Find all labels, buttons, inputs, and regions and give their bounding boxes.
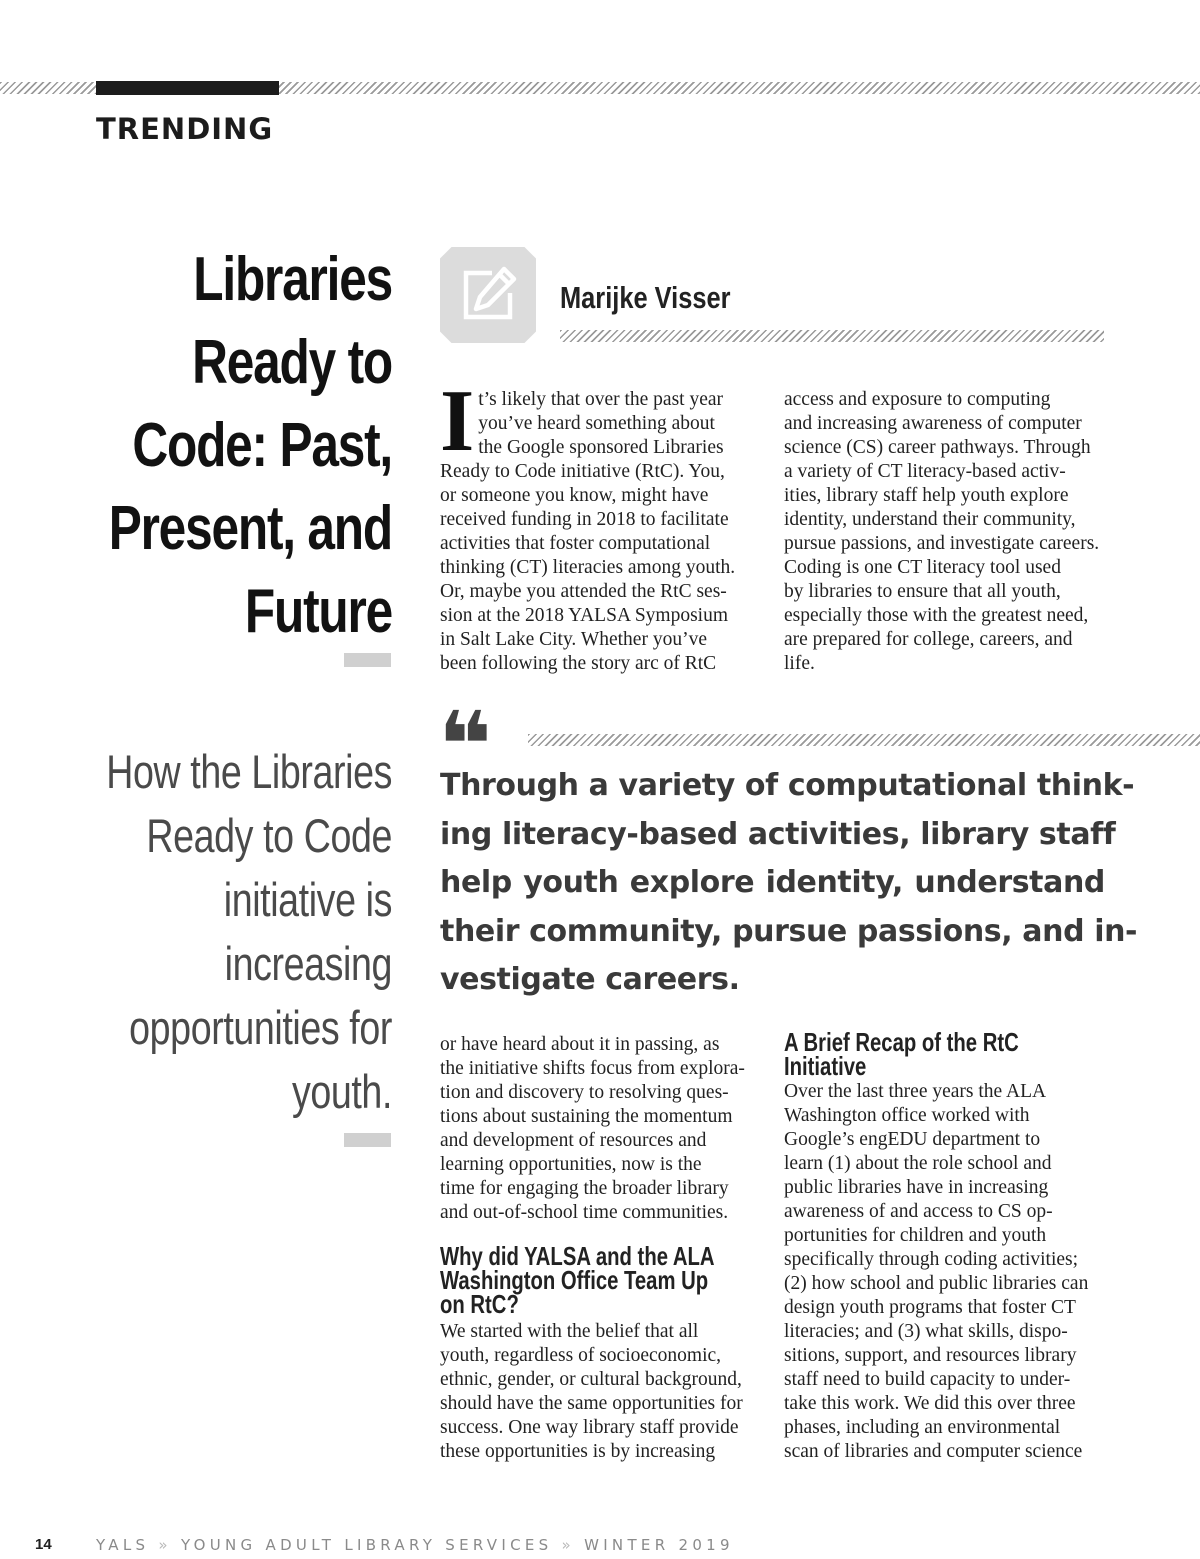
text-line: identity, understand their community, [784, 509, 1076, 530]
text-line: especially those with the greatest need, [784, 605, 1089, 626]
text-line: and out-of-school time communities. [440, 1202, 729, 1223]
text-line: in Salt Lake City. Whether you’ve [440, 629, 707, 650]
text-line: Ready to Code initiative (RtC). You, [440, 461, 725, 482]
text-line: specifically through coding activities; [784, 1249, 1079, 1270]
text-line: awareness of and access to CS op- [784, 1201, 1053, 1222]
intro-text [440, 373, 760, 676]
text-line: Present, and [108, 494, 392, 563]
text-line: science (CS) career pathways. Through [784, 437, 1091, 458]
text-line: literacies; and (3) what skills, dispo- [784, 1321, 1068, 1342]
text-line: Washington Office Team Up [440, 1265, 709, 1295]
text-line: How the Libraries [106, 745, 392, 798]
text-line: tions about sustaining the momentum [440, 1106, 733, 1127]
text-line: activities that foster computational [440, 533, 711, 554]
subtitle-divider [344, 1133, 391, 1147]
header-accent-bar [96, 81, 279, 95]
text-line: and increasing awareness of computer [784, 413, 1082, 434]
text-line: vestigate careers. [440, 962, 740, 997]
body-column-left-sub [440, 1320, 770, 1464]
text-line: ities, library staff help youth explore [784, 485, 1069, 506]
footer-pub-short: YALS [96, 1536, 150, 1554]
text-line: the Google sponsored Libraries [478, 437, 724, 458]
text-line: sion at the 2018 YALSA Symposium [440, 605, 729, 626]
intro-column [440, 373, 760, 676]
text-line: Coding is one CT literacy tool used [784, 557, 1061, 578]
body-column-left-bottom [440, 1033, 760, 1225]
text-line: received funding in 2018 to facilitate [440, 509, 729, 530]
text-line: their community, pursue passions, and in- [440, 913, 1138, 949]
text-line: Washington office worked with [784, 1105, 1030, 1126]
text-line: phases, including an environmental [784, 1417, 1061, 1438]
text-line: Code: Past, [132, 411, 392, 480]
text-line: increasing [224, 937, 392, 990]
text-line: success. One way library staff provide [440, 1417, 739, 1438]
text-line: the initiative shifts focus from explora- [440, 1058, 745, 1079]
text-line: access and exposure to computing [784, 389, 1051, 410]
text-line: or have heard about it in passing, as [440, 1034, 720, 1055]
author-badge [440, 247, 536, 343]
text-line: Libraries [193, 245, 392, 314]
text-line: staff need to build capacity to under- [784, 1369, 1071, 1390]
text-line: learning opportunities, now is the [440, 1154, 702, 1175]
text-line: sitions, support, and resources library [784, 1345, 1077, 1366]
footer-issue: WINTER 2019 [584, 1536, 734, 1554]
text-line: Through a variety of computational think- [440, 768, 1135, 803]
text-line: We started with the belief that all [440, 1321, 699, 1342]
text-line: public libraries have in increasing [784, 1177, 1049, 1198]
text-line: these opportunities is by increasing [440, 1441, 716, 1462]
article-subtitle [12, 740, 392, 1124]
text-line: take this work. We did this over three [784, 1393, 1076, 1414]
title-divider [344, 653, 391, 667]
text-line: been following the story arc of RtC [440, 653, 717, 674]
article-title [12, 238, 392, 653]
footer-separator: » [561, 1536, 575, 1554]
text-line: time for engaging the broader library [440, 1178, 729, 1199]
text-line: opportunities for [129, 1001, 392, 1054]
text-line: youth, regardless of socioeconomic, [440, 1345, 722, 1366]
pull-quote [440, 762, 1138, 1005]
text-line: (2) how school and public libraries can [784, 1273, 1089, 1294]
text-line: thinking (CT) literacies among youth. [440, 557, 736, 578]
edit-pencil-icon [456, 263, 520, 327]
text-line: Initiative [784, 1051, 867, 1081]
text-line: a variety of CT literacy-based activ- [784, 461, 1066, 482]
drop-cap: I [440, 373, 475, 470]
body-column-right-top [784, 388, 1114, 676]
text-line: on RtC? [440, 1289, 519, 1319]
text-line: design youth programs that foster CT [784, 1297, 1076, 1318]
text-line: ethnic, gender, or cultural background, [440, 1369, 742, 1390]
author-name: Marijke Visser [560, 280, 731, 315]
text-line: should have the same opportunities for [440, 1393, 743, 1414]
quote-hatch-rule [528, 734, 1200, 746]
text-line: by libraries to ensure that all youth, [784, 581, 1061, 602]
section-label: TRENDING [96, 112, 274, 146]
text-line: and development of resources and [440, 1130, 707, 1151]
text-line: scan of libraries and computer science [784, 1441, 1083, 1462]
text-line: Or, maybe you attended the RtC ses- [440, 581, 727, 602]
quote-mark-icon: ❝ [438, 692, 486, 799]
text-line: Over the last three years the ALA [784, 1081, 1047, 1102]
body-column-right-bottom [784, 1080, 1114, 1464]
text-line: t’s likely that over the past year [478, 389, 724, 410]
footer-pub-full: YOUNG ADULT LIBRARY SERVICES [180, 1536, 553, 1554]
text-line: Why did YALSA and the ALA [440, 1241, 715, 1271]
text-line: you’ve heard something about [478, 413, 715, 434]
text-line: portunities for children and youth [784, 1225, 1047, 1246]
text-line: help youth explore identity, understand [440, 865, 1105, 900]
text-line: A Brief Recap of the RtC [784, 1027, 1019, 1057]
text-line: Future [244, 577, 392, 646]
text-line: Ready to [192, 328, 392, 397]
subhead-brief-recap [784, 1027, 1019, 1081]
footer-separator: » [158, 1536, 172, 1554]
text-line: ing literacy-based activities, library staff [440, 816, 1116, 852]
text-line: tion and discovery to resolving ques- [440, 1082, 729, 1103]
text-line: Ready to Code [146, 809, 392, 862]
author-hatch-rule [560, 330, 1104, 342]
text-line: pursue passions, and investigate careers. [784, 533, 1100, 554]
text-line: youth. [291, 1065, 392, 1118]
subhead-why-yalsa [440, 1241, 715, 1319]
text-line: are prepared for college, careers, and [784, 629, 1073, 650]
footer-publication [96, 1536, 734, 1554]
text-line: learn (1) about the role school and [784, 1153, 1052, 1174]
page-number: 14 [35, 1536, 52, 1553]
text-line: initiative is [223, 873, 392, 926]
text-line: Google’s engEDU department to [784, 1129, 1041, 1150]
text-line: life. [784, 653, 815, 674]
text-line: or someone you know, might have [440, 485, 709, 506]
